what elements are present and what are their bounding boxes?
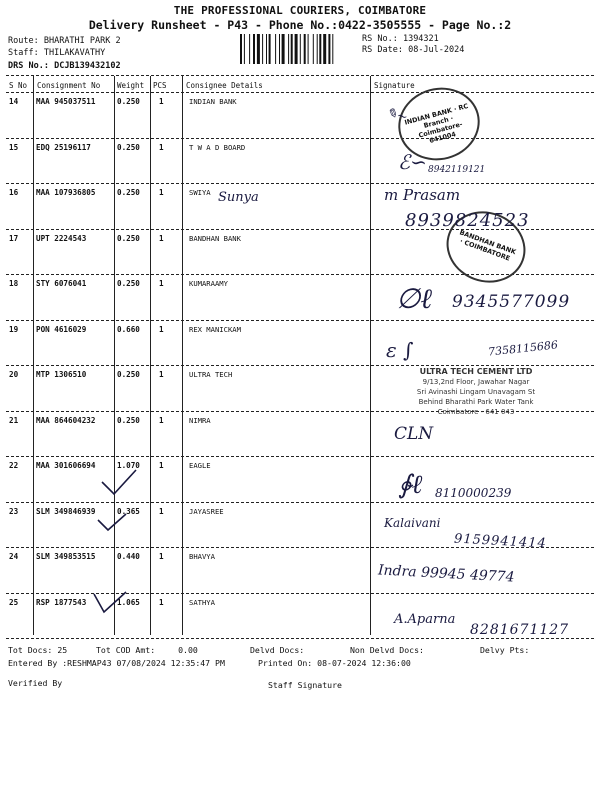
barcode-bar: [240, 34, 242, 64]
pcs-cell: 1: [159, 370, 164, 379]
consignment-cell: MAA 864604232: [36, 415, 96, 425]
consignment-cell: MTP 1306510: [36, 370, 87, 379]
table-row: [0, 139, 600, 185]
weight-cell: 0.250: [117, 279, 140, 288]
barcode-bar: [262, 34, 263, 64]
drs-label: DRS No.:: [8, 61, 49, 71]
indian-bank-stamp-text: INDIAN BANK · RC Branch · Coimbatore-641004: [403, 101, 470, 145]
verified-by: Verified By: [8, 678, 63, 688]
route-label: Route:: [8, 36, 39, 46]
weight-cell: 0.660: [117, 324, 140, 334]
consignee-cell: ULTRA TECH: [189, 370, 233, 379]
barcode-image: [240, 34, 358, 64]
barcode-bar: [308, 34, 309, 64]
weight-cell: 0.250: [117, 233, 140, 243]
signature-scribble: ɛ ∫: [386, 338, 414, 362]
handwritten-phone: 9345577099: [452, 292, 571, 312]
table-row: [0, 412, 600, 458]
route-line: [8, 36, 121, 46]
barcode-bar: [313, 34, 314, 64]
col-header-signature: Signature: [374, 81, 415, 90]
col-header-weight: Weight: [117, 81, 145, 90]
tot-cod-label: Tot COD Amt:: [96, 645, 156, 655]
weight-cell: 0.440: [117, 552, 140, 561]
pcs-cell: 1: [159, 142, 164, 152]
weight-cell: 0.250: [117, 188, 140, 197]
consignment-cell: PON 4616029: [36, 324, 87, 334]
staff-value: THILAKAVATHY: [43, 48, 106, 58]
tot-cod: [96, 645, 198, 655]
tot-docs-value: 25: [57, 645, 68, 655]
consignee-cell: SWIYA: [189, 188, 211, 197]
footer-top-rule: [6, 638, 594, 639]
barcode-bar: [291, 34, 293, 64]
handwritten-phone: 8942119121: [428, 165, 486, 175]
barcode-bar: [253, 34, 255, 64]
barcode-bar: [269, 34, 271, 64]
pcs-cell: 1: [159, 552, 164, 561]
runsheet-title: Delivery Runsheet - P43 - Phone No.:0422-3505555 - Page No.:2: [88, 18, 512, 32]
signature-scribble: ℰ∽: [398, 150, 427, 174]
handwritten-name: Kalaivani: [384, 516, 441, 530]
consignment-cell: EDQ 25196117: [36, 142, 91, 152]
tot-cod-value: 0.00: [178, 645, 198, 655]
sno-cell: 16: [9, 188, 19, 197]
company-title: THE PROFESSIONAL COURIERS, COIMBATORE: [173, 4, 427, 17]
ultra-tech-stamp: [386, 367, 566, 417]
ultra-tech-stamp-line: Sri Avinashi Lingam Unavagam St: [416, 388, 536, 396]
barcode-bar: [295, 34, 298, 64]
route-value: BHARATHI PARK 2: [43, 36, 121, 46]
sno-cell: 17: [9, 233, 19, 243]
handwritten-phone: 8939824523: [405, 210, 530, 231]
handwritten-name: Sunya: [218, 190, 259, 205]
col-header-consignment: Consignment No: [37, 81, 101, 90]
consignee-cell: BHAVYA: [189, 552, 215, 561]
table-top-rule: [6, 75, 594, 76]
pcs-cell: 1: [159, 415, 164, 425]
sno-cell: 21: [9, 415, 19, 425]
consignee-cell: NIMRA: [189, 415, 211, 425]
staff-line: [8, 48, 105, 58]
weight-cell: 0.250: [117, 415, 140, 425]
consignment-cell: STY 6076041: [36, 279, 87, 288]
consignment-cell: MAA 107936805: [36, 188, 96, 197]
handwritten-name: Indra 99945 49774: [377, 562, 515, 586]
sno-cell: 22: [9, 461, 19, 470]
weight-cell: 0.250: [117, 370, 140, 379]
ultra-tech-stamp-line: ULTRA TECH CEMENT LTD: [419, 367, 533, 376]
sno-cell: 19: [9, 324, 19, 334]
consignment-cell: SLM 349853515: [36, 552, 96, 561]
handwritten-phone: 8110000239: [435, 486, 512, 500]
sno-cell: 14: [9, 97, 19, 106]
consignee-cell: BANDHAN BANK: [189, 233, 241, 243]
barcode-bar: [332, 34, 333, 64]
pcs-cell: 1: [159, 597, 164, 607]
bandhan-bank-stamp-text: BANDHAN BANK · COIMBATORE: [458, 228, 518, 263]
barcode-bar: [304, 34, 306, 64]
consignee-cell: EAGLE: [189, 461, 211, 470]
printed-on: Printed On: 08-07-2024 12:36:00: [258, 658, 411, 668]
tot-docs-label: Tot Docs:: [8, 645, 53, 655]
sno-cell: 18: [9, 279, 19, 288]
rs-date-line: [362, 45, 464, 55]
sno-cell: 24: [9, 552, 19, 561]
handwritten-name: m Prasam: [384, 186, 461, 204]
consignee-cell: INDIAN BANK: [189, 97, 237, 106]
pcs-cell: 1: [159, 324, 164, 334]
barcode-bar: [300, 34, 301, 64]
col-header-sno: S No: [9, 81, 28, 90]
pcs-cell: 1: [159, 506, 164, 516]
barcode-bar: [319, 34, 321, 64]
ultra-tech-stamp-line: Coimbatore - 641 043: [437, 408, 515, 416]
pcs-cell: 1: [159, 97, 164, 106]
col-header-consignee: Consignee Details: [186, 81, 263, 90]
staff-signature: Staff Signature: [268, 680, 342, 690]
signature-scribble: ∅ℓ: [396, 282, 433, 315]
drs-value: DCJB139432102: [54, 61, 121, 71]
handwritten-phone: 8281671127: [470, 622, 570, 638]
weight-cell: 0.250: [117, 142, 140, 152]
rs-no-label: RS No.:: [362, 34, 398, 44]
pcs-cell: 1: [159, 279, 164, 288]
barcode-bar: [244, 34, 245, 64]
barcode-bar: [317, 34, 318, 64]
barcode-bar: [275, 34, 276, 64]
consignee-cell: JAYASREE: [189, 506, 224, 516]
weight-cell: 1.065: [117, 597, 140, 607]
consignee-cell: KUMARAAMY: [189, 279, 228, 288]
weight-cell: 1.070: [117, 461, 140, 470]
barcode-bar: [249, 34, 250, 64]
handwritten-phone: 9159941414: [453, 531, 548, 552]
consignee-cell: T W A D BOARD: [189, 142, 246, 152]
drs-line: [8, 61, 121, 71]
check-mark-icon: [100, 468, 140, 498]
barcode-bar: [328, 34, 330, 64]
pcs-cell: 1: [159, 188, 164, 197]
consignment-cell: UPT 2224543: [36, 233, 87, 243]
barcode-bar: [266, 34, 267, 64]
rs-no-line: [362, 34, 439, 44]
entered-by: Entered By :RESHMAP43 07/08/2024 12:35:47 PM: [8, 658, 225, 668]
signature-scribble: ∲ℓ: [398, 470, 423, 500]
consignment-cell: MAA 301606694: [36, 461, 96, 470]
ultra-tech-stamp-line: Behind Bharathi Park Water Tank: [418, 398, 534, 406]
ultra-tech-stamp-line: 9/13,2nd Floor, Jawahar Nagar: [422, 378, 530, 386]
sno-cell: 20: [9, 370, 19, 379]
sno-cell: 25: [9, 597, 19, 607]
barcode-bar: [279, 34, 280, 64]
barcode-bar: [282, 34, 285, 64]
consignee-cell: SATHYA: [189, 597, 215, 607]
barcode-bar: [288, 34, 289, 64]
barcode-bar: [323, 34, 326, 64]
consignment-cell: MAA 945037511: [36, 97, 96, 106]
check-mark-icon: [96, 512, 128, 532]
pcs-cell: 1: [159, 233, 164, 243]
delvy-pts: Delvy Pts:: [480, 645, 530, 655]
consignment-cell: RSP 1877543: [36, 597, 87, 607]
weight-cell: 0.365: [117, 506, 140, 516]
consignee-cell: REX MANICKAM: [189, 324, 241, 334]
consignment-cell: SLM 349846939: [36, 506, 96, 516]
table-row: [0, 93, 600, 139]
sno-cell: 23: [9, 506, 19, 516]
barcode-bar: [257, 34, 260, 64]
signature-scribble: ✎~: [384, 105, 410, 126]
rs-date-value: 08-Jul-2024: [408, 45, 465, 55]
pcs-cell: 1: [159, 461, 164, 470]
rs-date-label: RS Date:: [362, 45, 403, 55]
sno-cell: 15: [9, 142, 19, 152]
delvd-docs: Delvd Docs:: [250, 645, 305, 655]
non-delvd-docs: Non Delvd Docs:: [350, 645, 424, 655]
weight-cell: 0.250: [117, 97, 140, 106]
handwritten-phone: 7358115686: [487, 338, 559, 359]
staff-label: Staff:: [8, 48, 39, 58]
handwritten-name: A.Aparna: [394, 612, 456, 627]
tot-docs: [8, 645, 67, 655]
handwritten-name: CLN: [394, 424, 434, 444]
check-mark-icon: [92, 590, 130, 616]
col-header-pcs: PCS: [153, 81, 167, 90]
rs-no-value: 1394321: [402, 34, 439, 44]
